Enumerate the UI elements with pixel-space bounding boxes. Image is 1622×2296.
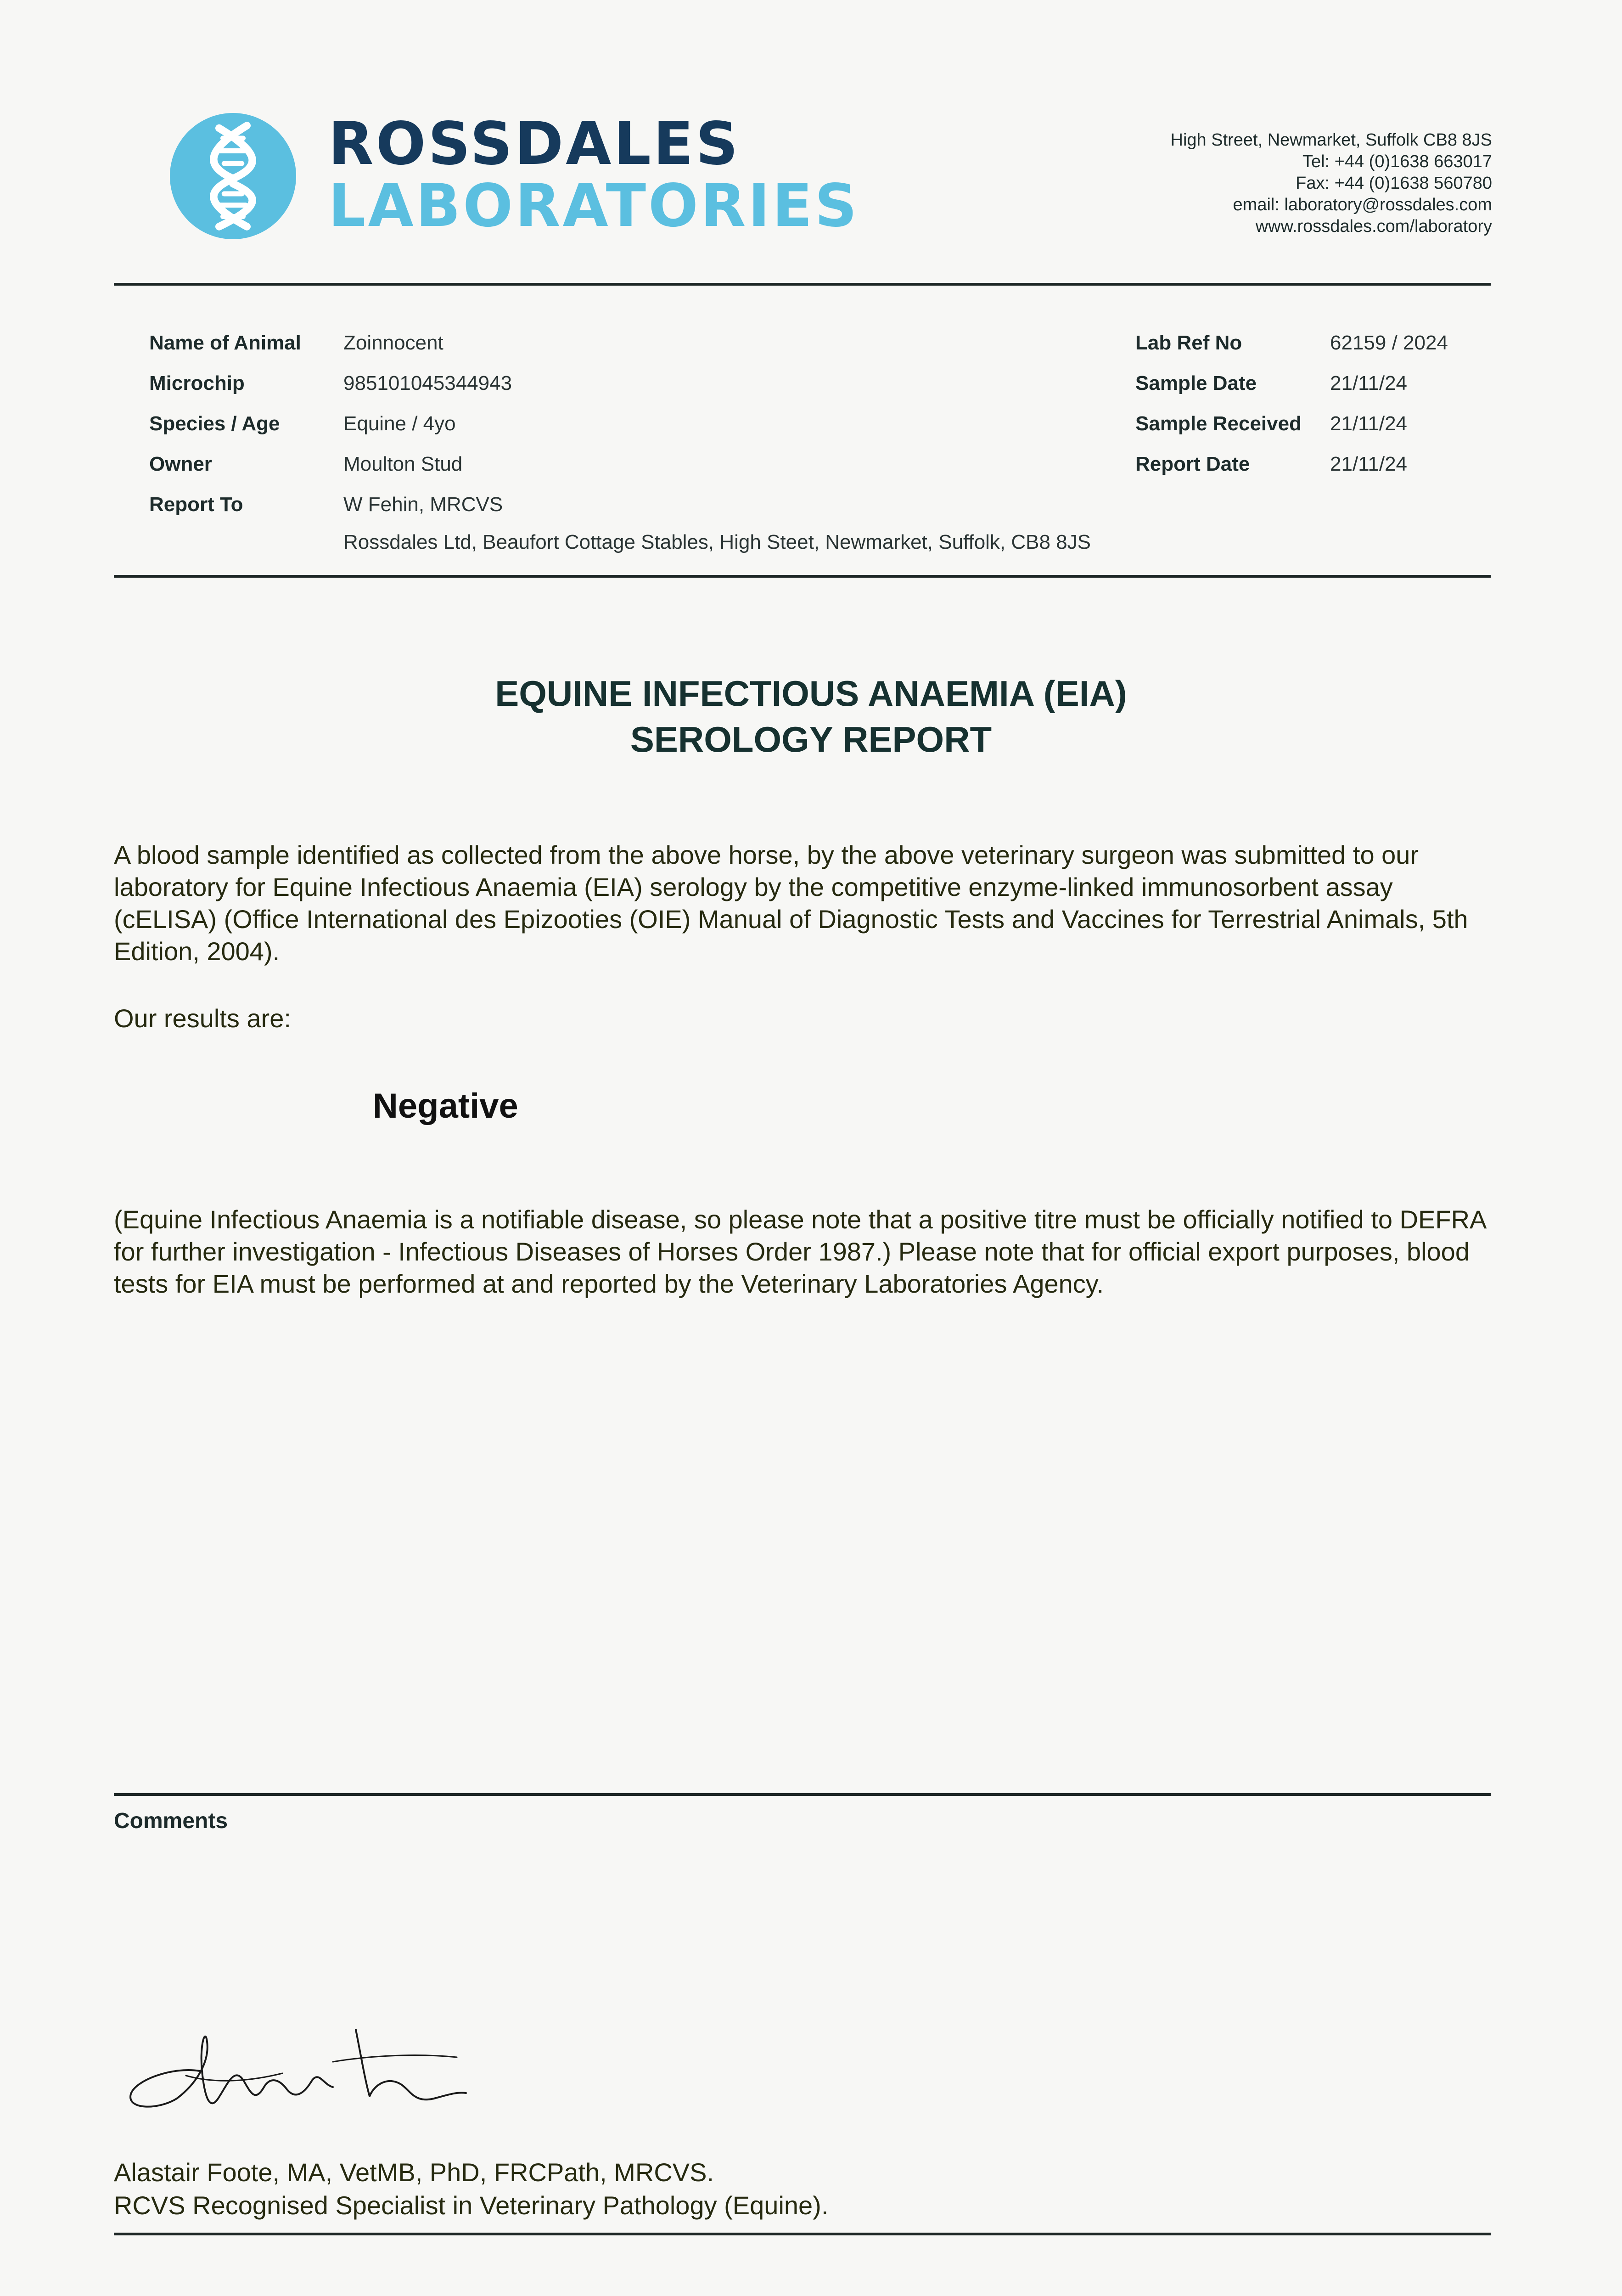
results-intro: Our results are: bbox=[114, 1004, 291, 1033]
report-subtitle: SEROLOGY REPORT bbox=[630, 719, 992, 760]
signatory-block bbox=[114, 2156, 828, 2222]
animal-name-value: Zoinnocent bbox=[343, 332, 443, 354]
owner-value: Moulton Stud bbox=[343, 453, 463, 475]
comments-divider bbox=[114, 1793, 1491, 1796]
brand-subtitle: LABORATORIES bbox=[328, 172, 859, 240]
microchip-value: 985101045344943 bbox=[343, 372, 512, 394]
footer-divider bbox=[114, 2233, 1491, 2235]
intro-paragraph: A blood sample identified as collected from the above horse, by the above veterinary surgeon was submitted to our laboratory for Equine Infectious Anaemia (EIA) serology by the competitive enzyme-linked immunosorbent assay (cELISA) (Office International des Epizooties (OIE) Manual of Diagnostic Tests and Vaccines for Terrestrial Animals, 5th Edition, 2004). bbox=[114, 840, 1468, 966]
notifiable-disease-note: (Equine Infectious Anaemia is a notifiable disease, so please note that a positive titre must be officially notified to DEFRA for further investigation - Infectious Diseases of Horses Order 1987.) Please note that for official export purposes, blood tests for EIA must be performed at and reported by the Veterinary Laboratories Agency. bbox=[114, 1205, 1486, 1298]
lab-ref-value: 62159 / 2024 bbox=[1330, 332, 1448, 354]
animal-name-label: Name of Animal bbox=[149, 332, 301, 354]
report-date-value: 21/11/24 bbox=[1330, 453, 1408, 475]
handwritten-signature bbox=[117, 2011, 475, 2126]
microchip-label: Microchip bbox=[149, 372, 245, 394]
sample-date-value: 21/11/24 bbox=[1330, 372, 1408, 394]
sample-date-label: Sample Date bbox=[1135, 372, 1257, 394]
details-divider bbox=[114, 575, 1491, 578]
dna-helix-icon bbox=[170, 113, 296, 239]
address-line: High Street, Newmarket, Suffolk CB8 8JS bbox=[1170, 130, 1492, 150]
species-age-label: Species / Age bbox=[149, 412, 280, 435]
sample-received-label: Sample Received bbox=[1135, 412, 1302, 435]
email-line: email: laboratory@rossdales.com bbox=[1233, 195, 1492, 214]
species-age-value: Equine / 4yo bbox=[343, 412, 456, 435]
report-title: EQUINE INFECTIOUS ANAEMIA (EIA) bbox=[495, 673, 1127, 714]
website-line: www.rossdales.com/laboratory bbox=[1255, 217, 1492, 236]
sample-received-value: 21/11/24 bbox=[1330, 412, 1408, 435]
owner-label: Owner bbox=[149, 453, 212, 475]
telephone-line: Tel: +44 (0)1638 663017 bbox=[1302, 152, 1492, 171]
report-to-label: Report To bbox=[149, 493, 243, 516]
lab-contact-block bbox=[1171, 129, 1492, 237]
comments-label: Comments bbox=[114, 1809, 228, 1833]
lab-ref-label: Lab Ref No bbox=[1135, 332, 1242, 354]
header-divider bbox=[114, 283, 1491, 286]
report-to-address: Rossdales Ltd, Beaufort Cottage Stables, High Steet, Newmarket, Suffolk, CB8 8JS bbox=[343, 531, 1091, 553]
test-result: Negative bbox=[373, 1086, 518, 1125]
brand-name: ROSSDALES bbox=[328, 110, 741, 178]
signatory-title: RCVS Recognised Specialist in Veterinary Pathology (Equine). bbox=[114, 2191, 829, 2220]
report-date-label: Report Date bbox=[1135, 453, 1250, 475]
signatory-name: Alastair Foote, MA, VetMB, PhD, FRCPath, MRCVS. bbox=[114, 2158, 714, 2187]
fax-line: Fax: +44 (0)1638 560780 bbox=[1296, 174, 1492, 193]
report-to-value: W Fehin, MRCVS bbox=[343, 493, 503, 516]
